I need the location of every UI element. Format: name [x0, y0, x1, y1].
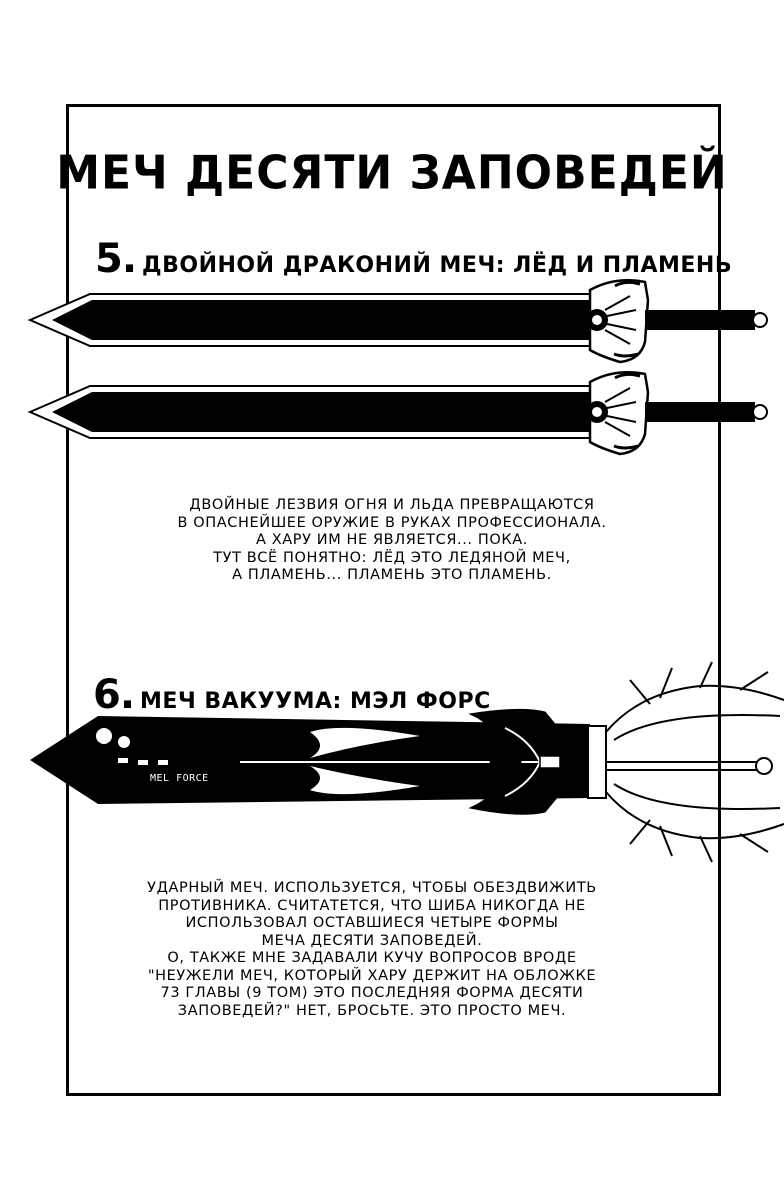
description-line: ЗАПОВЕДЕЙ?" НЕТ, БРОСЬТЕ. ЭТО ПРОСТО МЕЧ.: [177, 1002, 567, 1019]
description-line: 73 ГЛАВЫ (9 ТОМ) ЭТО ПОСЛЕДНЯЯ ФОРМА ДЕСЯТИ: [160, 985, 584, 1001]
page-title: МЕЧ ДЕСЯТИ ЗАПОВЕДЕЙ: [56, 146, 728, 201]
description-line: ДВОЙНЫЕ ЛЕЗВИЯ ОГНЯ И ЛЬДА ПРЕВРАЩАЮТСЯ: [189, 497, 595, 513]
section-6-number: 6.: [93, 672, 135, 718]
section-5-name: ДВОЙНОЙ ДРАКОНИЙ МЕЧ: ЛЁД И ПЛАМЕНЬ: [142, 253, 733, 278]
description-line: В ОПАСНЕЙШЕЕ ОРУЖИЕ В РУКАХ ПРОФЕССИОНАЛА.: [177, 514, 607, 531]
description-line: "НЕУЖЕЛИ МЕЧ, КОТОРЫЙ ХАРУ ДЕРЖИТ НА ОБЛОЖКЕ: [147, 967, 597, 984]
section-5-number: 5.: [95, 236, 137, 282]
description-line: О, ТАКЖЕ МНЕ ЗАДАВАЛИ КУЧУ ВОПРОСОВ ВРОДЕ: [167, 950, 577, 966]
section-6-heading: [93, 672, 491, 718]
description-line: УДАРНЫЙ МЕЧ. ИСПОЛЬЗУЕТСЯ, ЧТОБЫ ОБЕЗДВИЖИТЬ: [147, 880, 597, 896]
description-line: МЕЧА ДЕСЯТИ ЗАПОВЕДЕЙ.: [261, 932, 483, 949]
description-line: А ПЛАМЕНЬ... ПЛАМЕНЬ ЭТО ПЛАМЕНЬ.: [232, 567, 552, 583]
twin-dragon-sword-upper: [30, 280, 767, 362]
description-line: ПРОТИВНИКА. СЧИТАТЕТСЯ, ЧТО ШИБА НИКОГДА НЕ: [158, 897, 586, 914]
description-line: А ХАРУ ИМ НЕ ЯВЛЯЕТСЯ... ПОКА.: [255, 532, 528, 548]
section-6-description: [0, 880, 764, 1020]
section-6-name: МЕЧ ВАКУУМА: МЭЛ ФОРС: [140, 689, 491, 714]
description-line: ТУТ ВСЁ ПОНЯТНО: ЛЁД ЭТО ЛЕДЯНОЙ МЕЧ,: [213, 549, 571, 566]
blade-engraving: MEL FORCE: [150, 773, 209, 784]
section-5-description: [0, 497, 784, 585]
description-line: ИСПОЛЬЗОВАЛ ОСТАВШИЕСЯ ЧЕТЫРЕ ФОРМЫ: [185, 915, 559, 931]
twin-dragon-sword-lower: [30, 372, 767, 454]
